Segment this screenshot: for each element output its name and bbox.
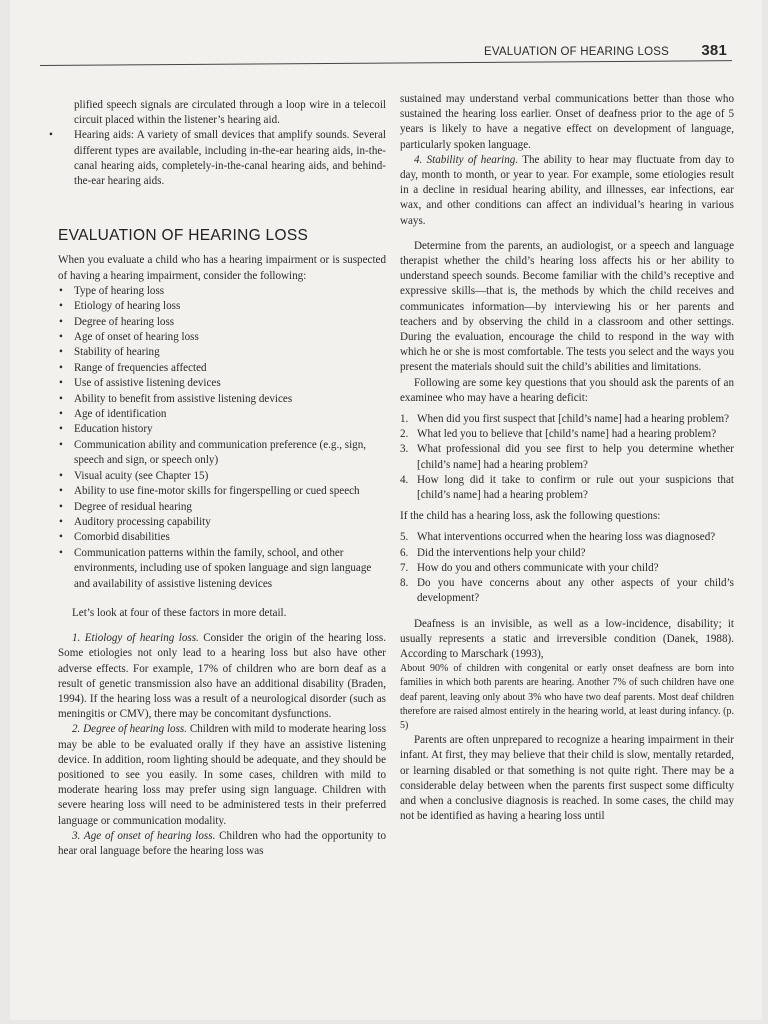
factor-item: • Stability of hearing [58, 345, 386, 360]
factor-item: • Degree of residual hearing [58, 500, 386, 515]
question-list-a [400, 412, 734, 503]
question-number: 5. [400, 531, 409, 544]
question-text: What interventions occurred when the hearing loss was diagnosed? [417, 531, 716, 544]
section-heading: EVALUATION OF HEARING LOSS [58, 227, 309, 245]
onset-label: 3. Age of onset of hearing loss. [72, 829, 216, 842]
stability-label: 4. Stability of hearing. [414, 153, 519, 166]
question-number: 3. [400, 443, 409, 456]
etiology-paragraph [58, 631, 386, 722]
question-number: 4. [400, 473, 409, 486]
continued-paragraph: plified speech signals are circulated through a loop wire in a telecoil circuit placed within the listener’s hearing aid. [74, 99, 386, 127]
question-item [400, 442, 734, 472]
question-item [400, 561, 734, 576]
factor-item: • Comorbid disabilities [58, 530, 386, 545]
factor-item: • Use of assistive listening devices [58, 376, 386, 391]
factor-item: • Degree of hearing loss [58, 315, 386, 330]
etiology-label: 1. Etiology of hearing loss. [72, 632, 199, 645]
header-rule [40, 60, 732, 66]
if-child-paragraph: If the child has a hearing loss, ask the following questions: [400, 510, 661, 523]
factor-item: • Visual acuity (see Chapter 15) [58, 469, 386, 484]
factor-item: • Communication ability and communication preference (e.g., sign, speech and sign, or speech only) [58, 438, 386, 469]
running-title: EVALUATION OF HEARING LOSS [484, 46, 669, 58]
degree-text: Children with mild to moderate hearing loss may be able to be evaluated orally if they have an assistive listening device. In addition, room lighting should be adequate, and they should be positioned to see you easily. In some cases, children with mild to moderate hearing loss may prefer using sign language. Children with severe hearing loss will need to be administered tests in their preferred language or communication modality. [58, 723, 387, 827]
deafness-paragraph: Deafness is an invisible, as well as a low-incidence, disability; it usually represents a static and irreversible condition (Danek, 1988). According to Marschark (1993), [400, 617, 734, 660]
following-paragraph: Following are some key questions that you should ask the parents of an examinee who may have a hearing deficit: [400, 376, 734, 404]
factor-list [58, 284, 386, 592]
factor-item: • Age of onset of hearing loss [58, 330, 386, 345]
question-text: What professional did you see first to help you determine whether [child’s name] had a hearing problem? [417, 443, 734, 471]
question-text: When did you first suspect that [child’s name] had a hearing problem? [417, 413, 730, 426]
intro-paragraph: When you evaluate a child who has a hearing impairment or is suspected of having a hearing impairment, consider the following: [58, 254, 386, 282]
question-number: 7. [400, 561, 409, 574]
onset-paragraph [58, 829, 386, 859]
question-item [400, 576, 734, 606]
determine-paragraph: Determine from the parents, an audiologist, or a speech and language therapist whether the child’s hearing loss affects his or her ability to understand speech sounds. Become familiar with the child’s receptive and expressive skills—that is, the methods by which the child receives and communicates information—by interviewing his or her parents and teachers and by observing the child in a classroom and other settings. During the evaluation, encourage the child to respond in the way with which he or she is most comfortable. The tests you select and the ways you present the materials should suit the child’s abilities and limitations. [400, 239, 734, 374]
question-text: Did the interventions help your child? [417, 546, 586, 559]
question-number: 2. [400, 428, 409, 441]
factor-item: • Age of identification [58, 407, 386, 422]
question-item [400, 530, 734, 545]
hearing-aids-bullet [49, 128, 386, 189]
factor-item: • Type of hearing loss [58, 284, 386, 299]
question-text: Do you have concerns about any other aspects of your child’s development? [417, 577, 734, 605]
question-text: How do you and others communicate with your child? [417, 561, 659, 574]
factor-item: • Ability to use fine-motor skills for fingerspelling or cued speech [58, 484, 386, 499]
onset-text: Children who had the opportunity to hear oral language before the hearing loss was [58, 829, 386, 857]
factor-item: • Etiology of hearing loss [58, 299, 386, 314]
bullet-icon: • [49, 129, 53, 142]
question-list-b [400, 530, 734, 606]
question-number: 1. [400, 413, 409, 426]
question-item [400, 412, 734, 427]
left-column [49, 98, 387, 859]
page-number: 381 [701, 42, 727, 59]
degree-paragraph [58, 722, 386, 828]
question-number: 8. [400, 577, 409, 590]
question-number: 6. [400, 546, 409, 559]
running-head [484, 42, 729, 59]
question-text: What led you to believe that [child’s name] had a hearing problem? [417, 428, 717, 441]
lets-look-paragraph: Let’s look at four of these factors in more detail. [72, 606, 287, 619]
stability-text: The ability to hear may fluctuate from day to day, month to month, or year to year. For example, some etiologies result in a decline in residual hearing ability, and illnesses, ear infections, ear wax, and other conditions can affect an individual’s hearing in various ways. [400, 153, 734, 227]
stability-paragraph [400, 153, 734, 229]
factor-item: • Range of frequencies affected [58, 361, 386, 376]
factor-item: • Education history [58, 422, 386, 437]
block-quote: About 90% of children with congenital or early onset deafness are born into families in which both parents are hearing. Another 7% of such children have one deaf parent, leaving only about 3% who have two deaf parents. Most deaf children therefore are raised almost entirely in the hearing world, at least during infancy. (p. 5) [400, 663, 734, 731]
factor-item: • Ability to benefit from assistive listening devices [58, 392, 386, 407]
etiology-text: Consider the origin of the hearing loss. Some etiologies not only lead to a hearing loss but also have other adverse effects. For example, 17% of children who are born deaf as a result of genetic transmission also have an additional disability (Braden, 1994). If the hearing loss was a result of a neurological disorder (such as meningitis or CMV), there may be concomitant dysfunctions. [58, 632, 386, 721]
factor-item: • Auditory processing capability [58, 515, 386, 530]
factor-item: • Communication patterns within the family, school, and other environments, including use of spoken language and sign language and availability of assistive listening devices [58, 546, 386, 592]
question-item [400, 546, 734, 561]
hearing-aids-text: Hearing aids: A variety of small devices that amplify sounds. Several different types are available, including in-the-ear hearing aids, in-the-canal hearing aids, completely-in-the-canal hearing aids, and behind-the-ear hearing aids. [74, 129, 386, 188]
right-column [400, 92, 734, 824]
parents-paragraph: Parents are often unprepared to recognize a hearing impairment in their infant. At first, they may believe that their child is slow, mentally retarded, or learning disabled or that something is not quite right. There may be a considerable delay between when the parents first suspect some difficulty and when a conclusive diagnosis is reached. In some cases, the child may not be identified as having a hearing loss until [400, 734, 734, 823]
degree-label: 2. Degree of hearing loss. [72, 723, 187, 736]
question-item [400, 427, 734, 442]
question-item [400, 473, 734, 503]
book-page [10, 0, 762, 1020]
continued-paragraph-right: sustained may understand verbal communications better than those who sustained the hearing loss earlier. Onset of deafness prior to the age of 5 years is likely to have a negative effect on development of language, particularly spoken language. [400, 93, 734, 151]
question-text: How long did it take to confirm or rule out your suspicions that [child’s name] had a hearing problem? [417, 473, 734, 502]
